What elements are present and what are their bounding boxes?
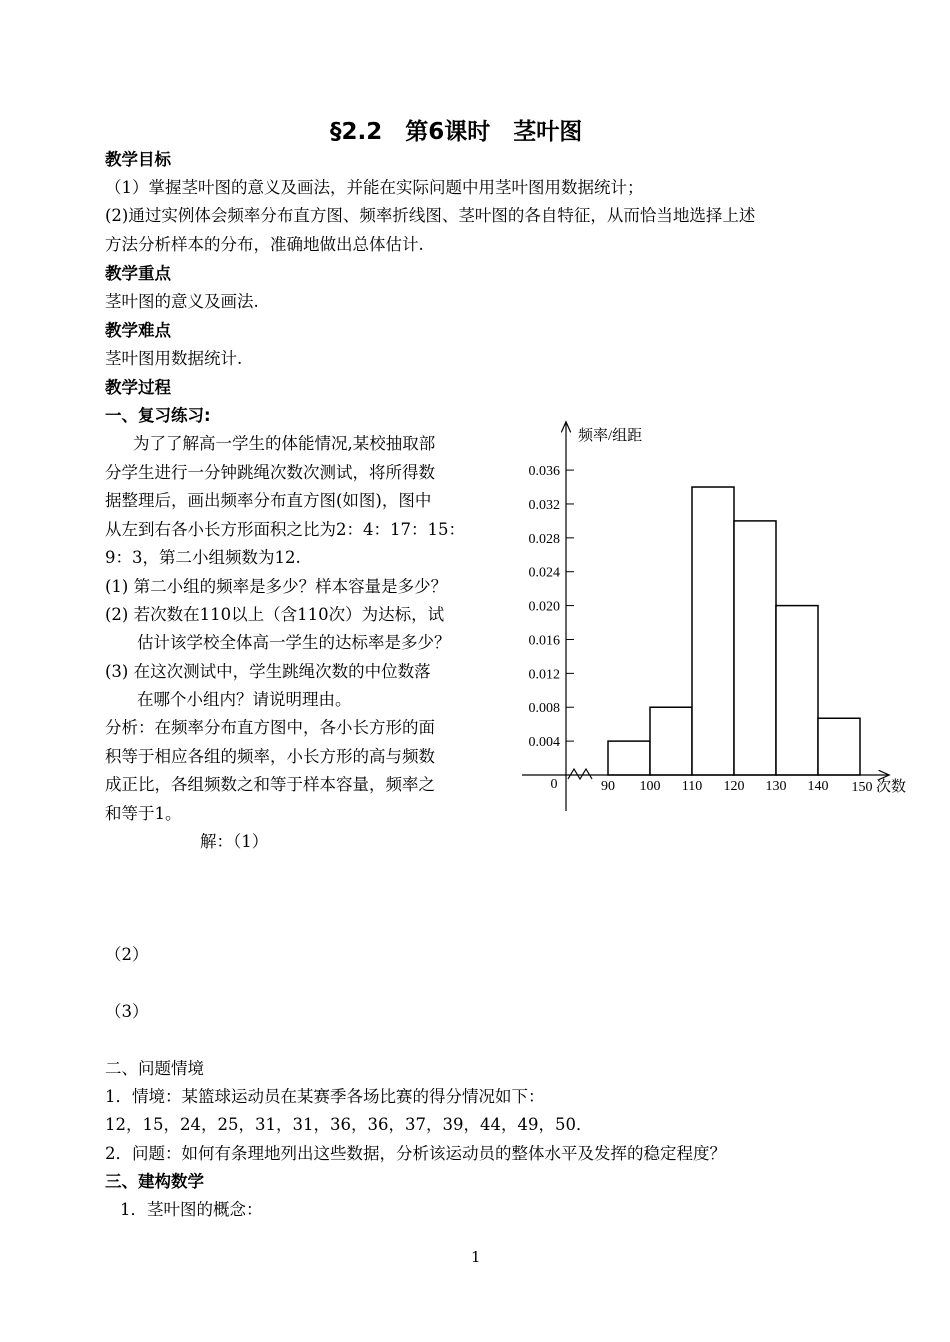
histogram-bar bbox=[650, 707, 692, 775]
x-tick-label: 110 bbox=[681, 779, 703, 794]
answer-3-label: （3） bbox=[105, 1002, 149, 1021]
axis-break-mark bbox=[568, 769, 592, 779]
objectives-heading: 教学目标 bbox=[105, 150, 171, 169]
origin-label: 0 bbox=[550, 777, 558, 792]
x-tick-label: 120 bbox=[723, 779, 745, 794]
x-axis-label: 次数 bbox=[876, 779, 907, 795]
objective-2-line2: 方法分析样本的分布，准确地做出总体估计. bbox=[105, 235, 424, 254]
section3-heading: 三、建构数学 bbox=[105, 1172, 204, 1191]
section2-heading: 二、问题情境 bbox=[105, 1059, 204, 1078]
process-heading: 教学过程 bbox=[105, 378, 171, 397]
question-3-line2: 在哪个小组内？请说明理由。 bbox=[137, 690, 352, 709]
y-tick-label: 0.012 bbox=[528, 667, 560, 683]
key-points-text: 茎叶图的意义及画法. bbox=[105, 292, 259, 311]
objective-1: （1）掌握茎叶图的意义及画法，并能在实际问题中用茎叶图用数据统计； bbox=[105, 178, 644, 197]
analysis-line-1: 分析：在频率分布直方图中，各小长方形的面 bbox=[105, 718, 435, 737]
x-tick-label: 130 bbox=[765, 779, 787, 794]
analysis-line-3: 成正比，各组频数之和等于样本容量，频率之 bbox=[105, 775, 435, 794]
analysis-line-2: 积等于相应各组的频率，小长方形的高与频数 bbox=[105, 747, 435, 766]
problem-line-3: 据整理后，画出频率分布直方图(如图)，图中 bbox=[105, 491, 432, 510]
question-2-line2: 估计该学校全体高一学生的达标率是多少？ bbox=[137, 633, 451, 652]
y-tick-label: 0.032 bbox=[528, 497, 560, 513]
problem-line-2: 分学生进行一分钟跳绳次数次测试，将所得数 bbox=[105, 463, 435, 482]
section2-item-1: 1．情境：某篮球运动员在某赛季各场比赛的得分情况如下： bbox=[105, 1087, 545, 1106]
x-tick-label: 90 bbox=[601, 779, 615, 794]
difficulties-heading: 教学难点 bbox=[105, 321, 171, 340]
histogram-bar bbox=[818, 718, 860, 775]
section2-data: 12，15，24，25，31，31，36，36，37，39，44，49，50． bbox=[105, 1115, 593, 1134]
section3-item-1: 1．茎叶图的概念： bbox=[120, 1200, 263, 1219]
page-number: 1 bbox=[471, 1248, 481, 1266]
histogram-bar bbox=[608, 741, 650, 775]
question-3-line1: (3) 在这次测试中，学生跳绳次数的中位数落 bbox=[105, 662, 431, 681]
analysis-line-4: 和等于1。 bbox=[105, 804, 182, 823]
question-2-line1: (2) 若次数在110以上（含110次）为达标，试 bbox=[105, 605, 445, 624]
answer-2-label: （2） bbox=[105, 945, 149, 964]
difficulties-text: 茎叶图用数据统计. bbox=[105, 349, 243, 368]
y-axis-label: 频率/组距 bbox=[578, 428, 643, 444]
histogram-bar bbox=[734, 521, 776, 775]
problem-line-5: 9：3，第二小组频数为12. bbox=[105, 548, 301, 567]
question-1: (1) 第二小组的频率是多少？样本容量是多少？ bbox=[105, 577, 448, 596]
objective-2-line1: (2)通过实例体会频率分布直方图、频率折线图、茎叶图的各自特征，从而恰当地选择上述 bbox=[105, 206, 756, 225]
x-tick-label: 150 bbox=[851, 780, 873, 795]
y-tick-label: 0.016 bbox=[528, 633, 560, 649]
page-title: §2.2 第6课时 茎叶图 bbox=[330, 119, 583, 145]
y-tick-label: 0.020 bbox=[528, 599, 560, 615]
key-points-heading: 教学重点 bbox=[105, 264, 171, 283]
section2-item-2: 2．问题：如何有条理地列出这些数据，分析该运动员的整体水平及发挥的稳定程度？ bbox=[105, 1144, 726, 1163]
y-tick-label: 0.028 bbox=[528, 531, 560, 547]
problem-line-1: 为了了解高一学生的体能情况,某校抽取部 bbox=[133, 434, 436, 453]
y-tick-label: 0.036 bbox=[528, 464, 560, 480]
y-tick-label: 0.008 bbox=[528, 701, 560, 717]
x-tick-label: 100 bbox=[639, 779, 661, 794]
histogram-bar bbox=[776, 606, 818, 775]
histogram-bar bbox=[692, 487, 734, 775]
y-tick-label: 0.004 bbox=[528, 735, 560, 751]
frequency-histogram bbox=[510, 415, 930, 835]
section1-heading: 一、复习练习: bbox=[105, 406, 211, 425]
solution-label: 解：（1） bbox=[200, 832, 269, 851]
problem-line-4: 从左到右各小长方形面积之比为2：4：17：15： bbox=[105, 520, 465, 539]
y-tick-label: 0.024 bbox=[528, 565, 560, 581]
x-tick-label: 140 bbox=[807, 779, 829, 794]
